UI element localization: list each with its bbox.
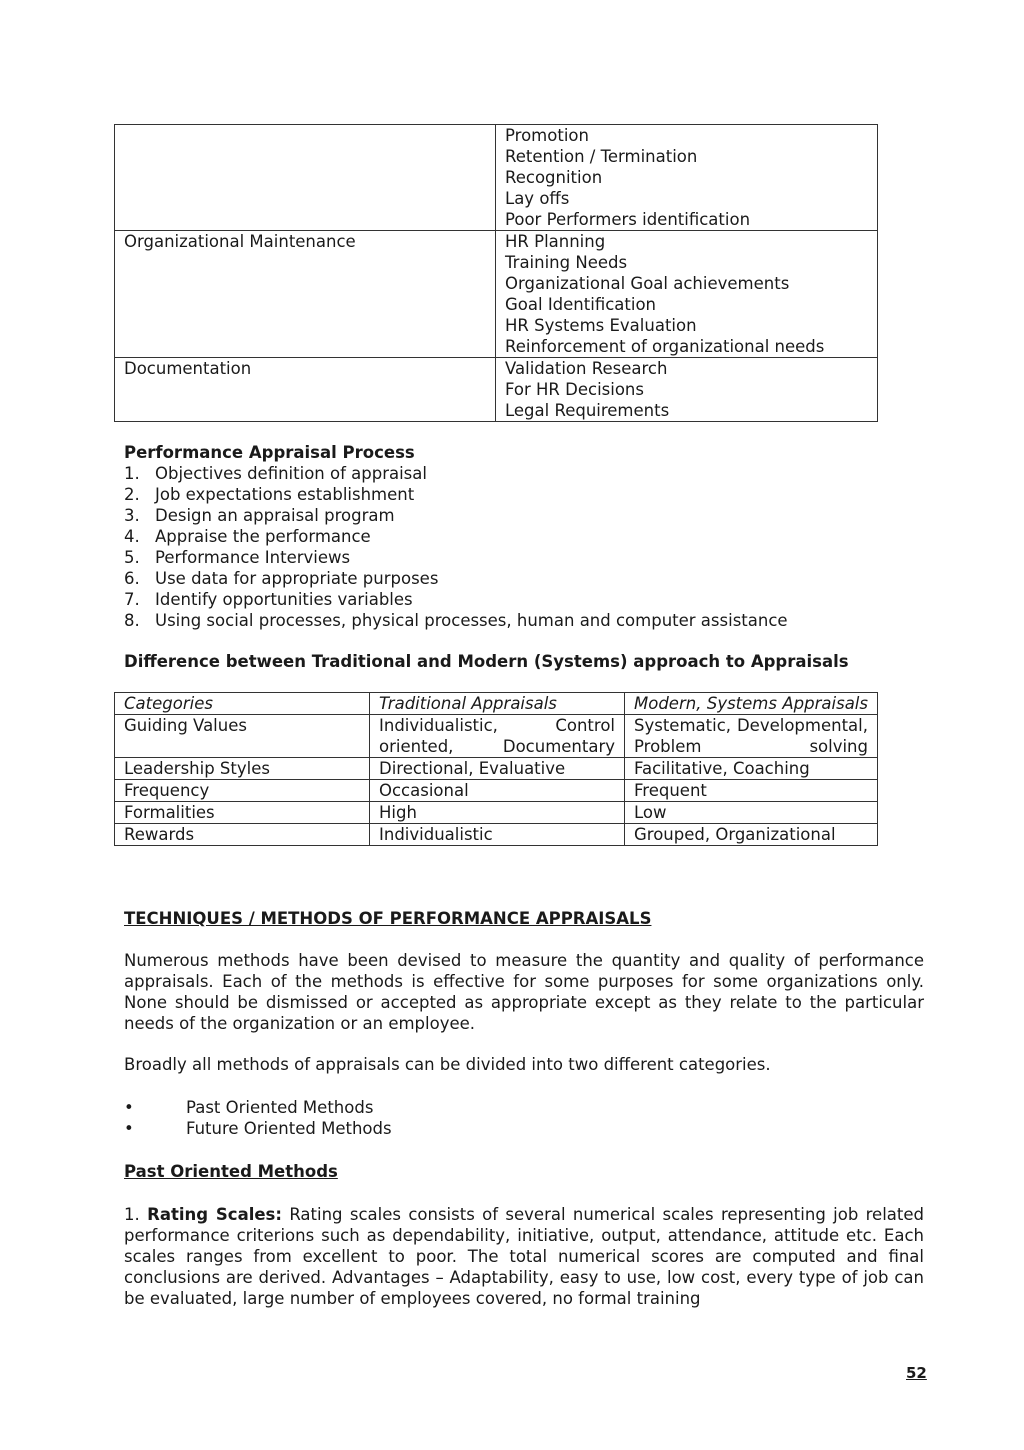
comparison-table <box>114 692 878 846</box>
table-cell: Frequent <box>625 780 878 802</box>
table-row <box>115 802 878 824</box>
category-cell <box>115 125 496 231</box>
table-cell: Individualistic, Control oriented, Documentary <box>370 715 625 758</box>
past-methods-heading: Past Oriented Methods <box>124 1162 338 1181</box>
list-item: Promotion <box>505 126 589 145</box>
list-item: Retention / Termination <box>505 147 698 166</box>
comparison-heading: Difference between Traditional and Modern (Systems) approach to Appraisals <box>124 652 849 671</box>
list-item: Organizational Goal achievements <box>505 274 790 293</box>
list-item <box>124 526 924 547</box>
step-number: 5. <box>124 548 140 567</box>
list-item <box>124 484 924 505</box>
category-cell: Documentation <box>115 358 496 422</box>
rating-scales-text <box>124 1204 924 1309</box>
list-item <box>124 1097 924 1118</box>
step-number: 6. <box>124 569 140 588</box>
list-item <box>124 610 924 631</box>
rating-scales-paragraph <box>124 1204 924 1309</box>
step-text: Design an appraisal program <box>155 506 395 525</box>
step-text: Job expectations establishment <box>155 485 415 504</box>
table-row <box>115 824 878 846</box>
list-item <box>124 589 924 610</box>
list-item <box>124 568 924 589</box>
table-cell: Individualistic <box>370 824 625 846</box>
bullet-icon: • <box>124 1098 134 1117</box>
rating-description: Rating scales consists of several numerical scales representing job related performance criterions such as dependability, initiative, output, attendance, attitude etc. Each scales ranges from excellent to poor. The total numerical scores are computed and final conclusions are derived. Advantages – Adaptability, easy to use, low cost, every type of job can be evaluated, large number of employees covered, no formal training <box>124 1205 925 1308</box>
page-number: 52 <box>906 1364 927 1382</box>
list-item <box>124 1118 924 1139</box>
category-cell: Organizational Maintenance <box>115 231 496 358</box>
list-item: For HR Decisions <box>505 380 644 399</box>
step-text: Objectives definition of appraisal <box>155 464 427 483</box>
table-cell: Directional, Evaluative <box>370 758 625 780</box>
rating-term: Rating Scales: <box>147 1205 282 1224</box>
step-text: Performance Interviews <box>155 548 351 567</box>
table-row <box>115 715 878 758</box>
bullet-text: Future Oriented Methods <box>186 1119 392 1138</box>
table-cell: Low <box>625 802 878 824</box>
table-cell: High <box>370 802 625 824</box>
table-row <box>115 358 878 422</box>
table-cell: Frequency <box>115 780 370 802</box>
items-cell <box>496 125 878 231</box>
table-cell: Guiding Values <box>115 715 370 758</box>
purposes-table <box>114 124 878 422</box>
list-item <box>124 547 924 568</box>
process-heading: Performance Appraisal Process <box>124 443 415 462</box>
step-text: Using social processes, physical processes, human and computer assistance <box>155 611 788 630</box>
broadly-paragraph: Broadly all methods of appraisals can be divided into two different categories. <box>124 1055 771 1074</box>
table-cell: Systematic, Developmental, Problem solving <box>625 715 878 758</box>
table-row <box>115 125 878 231</box>
step-number: 3. <box>124 506 140 525</box>
process-section <box>124 442 924 631</box>
list-item: HR Planning <box>505 232 606 251</box>
step-number: 4. <box>124 527 140 546</box>
process-steps <box>124 463 924 631</box>
list-item <box>124 505 924 526</box>
list-item: Reinforcement of organizational needs <box>505 337 825 356</box>
step-text: Appraise the performance <box>155 527 371 546</box>
items-cell <box>496 231 878 358</box>
table-cell: Facilitative, Coaching <box>625 758 878 780</box>
table-row <box>115 231 878 358</box>
table-row <box>115 780 878 802</box>
table-cell: Rewards <box>115 824 370 846</box>
column-header: Modern, Systems Appraisals <box>625 693 878 715</box>
techniques-heading: TECHNIQUES / METHODS OF PERFORMANCE APPRAISALS <box>124 909 652 928</box>
list-item: HR Systems Evaluation <box>505 316 697 335</box>
list-item: Goal Identification <box>505 295 657 314</box>
items-cell <box>496 358 878 422</box>
bullet-icon: • <box>124 1119 134 1138</box>
table-row <box>115 758 878 780</box>
step-number: 1. <box>124 464 140 483</box>
column-header: Categories <box>115 693 370 715</box>
step-number: 7. <box>124 590 140 609</box>
list-item: Poor Performers identification <box>505 210 751 229</box>
list-item: Lay offs <box>505 189 570 208</box>
categories-list <box>124 1097 924 1139</box>
table-cell: Occasional <box>370 780 625 802</box>
step-number: 2. <box>124 485 140 504</box>
list-item: Recognition <box>505 168 603 187</box>
step-text: Identify opportunities variables <box>155 590 413 609</box>
list-item: Training Needs <box>505 253 628 272</box>
table-cell: Formalities <box>115 802 370 824</box>
list-item <box>124 463 924 484</box>
rating-number: 1. <box>124 1205 140 1224</box>
intro-paragraph <box>124 950 924 1034</box>
table-cell: Grouped, Organizational <box>625 824 878 846</box>
list-item: Legal Requirements <box>505 401 670 420</box>
table-header-row <box>115 693 878 715</box>
bullet-text: Past Oriented Methods <box>186 1098 374 1117</box>
step-text: Use data for appropriate purposes <box>155 569 439 588</box>
intro-text: Numerous methods have been devised to measure the quantity and quality of performance appraisals. Each of the methods is effective for some purposes for some organizations only. None should be dismissed or accepted as appropriate except as they relate to the particular needs of the organization or an employee. <box>124 951 924 1033</box>
step-number: 8. <box>124 611 140 630</box>
table-cell: Leadership Styles <box>115 758 370 780</box>
list-item: Validation Research <box>505 359 668 378</box>
column-header: Traditional Appraisals <box>370 693 625 715</box>
